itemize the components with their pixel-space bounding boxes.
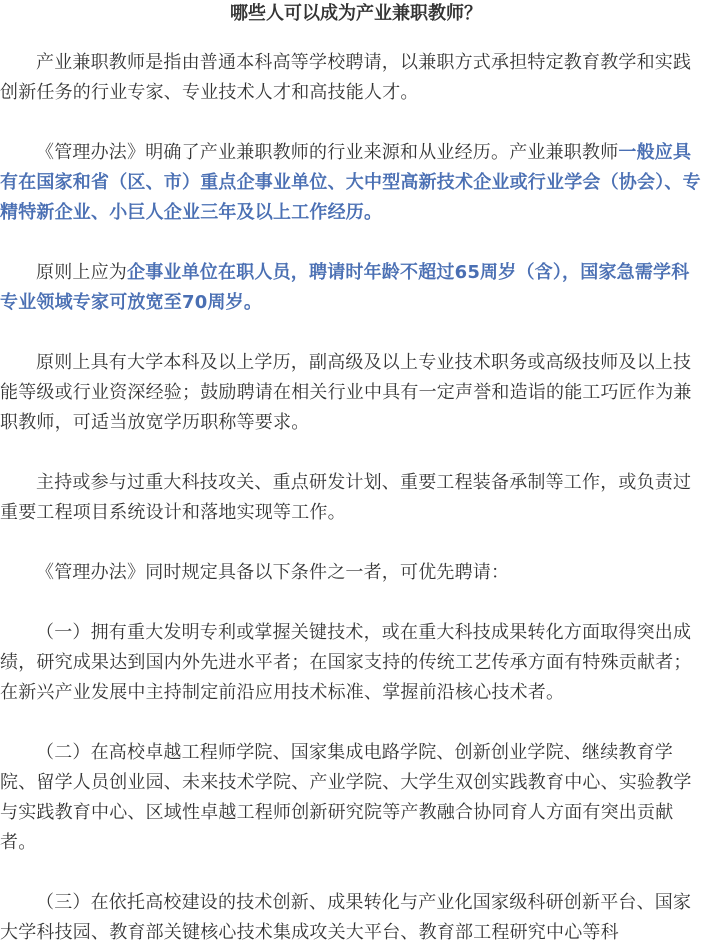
article-title: 哪些人可以成为产业兼职教师？ <box>230 3 482 24</box>
paragraph-industry-source <box>0 138 712 228</box>
paragraph-priority-intro: 《管理办法》同时规定具备以下条件之一者，可优先聘请： <box>36 562 510 583</box>
paragraph-education: 原则上具有大学本科及以上学历，副高级及以上专业技术职务或高级技师及以上技能等级或行业资深经验；鼓励聘请在相关行业中具有一定声誉和造诣的能工巧匠作为兼职教师，可适当放宽学历职称等要求。 <box>0 352 692 433</box>
paragraph-priority-3: （三）在依托高校建设的技术创新、成果转化与产业化国家级科研创新平台、国家大学科技园、教育部关键核心技术集成攻关大平台、教育部工程研究中心等科 <box>0 892 692 943</box>
paragraph-definition: 产业兼职教师是指由普通本科高等学校聘请，以兼职方式承担特定教育教学和实践创新任务的行业专家、专业技术人才和高技能人才。 <box>0 52 692 103</box>
highlight-age-limit: 企事业单位在职人员，聘请时年龄不超过65周岁（含），国家急需学科专业领域专家可放宽至70周岁。 <box>0 262 690 313</box>
paragraph-priority-2: （二）在高校卓越工程师学院、国家集成电路学院、创新创业学院、继续教育学院、留学人员创业园、未来技术学院、产业学院、大学生双创实践教育中心、实验教学与实践教育中心、区域性卓越工程师创新研究院等产教融合协同育人方面有突出贡献者。 <box>0 742 692 853</box>
paragraph-project-experience: 主持或参与过重大科技攻关、重点研发计划、重要工程装备承制等工作，或负责过重要工程项目系统设计和落地实现等工作。 <box>0 472 692 523</box>
highlight-work-experience: 一般应具有在国家和省（区、市）重点企事业单位、大中型高新技术企业或行业学会（协会）、专精特新企业、小巨人企业三年及以上工作经历。 <box>0 142 701 223</box>
article <box>0 2 712 943</box>
paragraph-priority-1: （一）拥有重大发明专利或掌握关键技术，或在重大科技成果转化方面取得突出成绩，研究成果达到国内外先进水平者；在国家支持的传统工艺传承方面有特殊贡献者；在新兴产业发展中主持制定前沿应用技术标准、掌握前沿核心技术者。 <box>0 622 692 703</box>
paragraph-age-requirement <box>0 258 712 318</box>
paragraph-age-requirement-text: 原则上应为 <box>36 262 127 283</box>
paragraph-industry-source-text: 《管理办法》明确了产业兼职教师的行业来源和从业经历。产业兼职教师 <box>36 142 619 163</box>
